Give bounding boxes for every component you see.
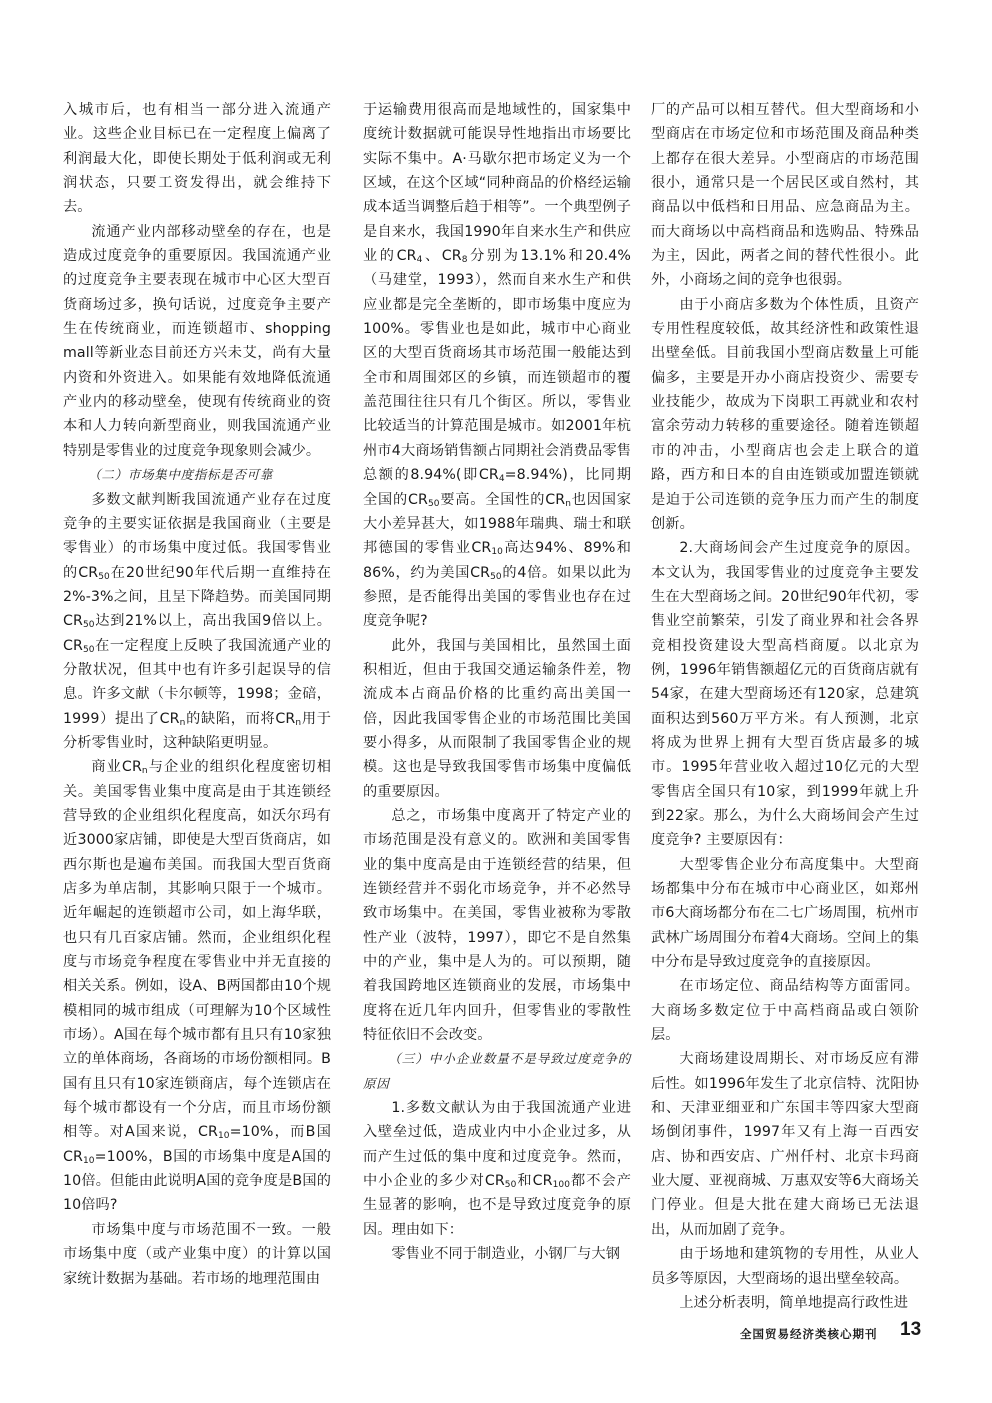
paragraph: 总之，市场集中度离开了特定产业的市场范围是没有意义的。欧洲和美国零售业的集中度高是由于连锁经营的结果，但连锁经营并不弱化市场竞争，并不必然导致市场集中。在美国，零售业被称为零散性产业（波特，1997），即它不是自然集中的产业，集中是人为的。可以预期，随着我国跨地区连锁商业的发展，市场集中度将在近几年内回升，但零售业的零散性特征依旧不会改变。 — [363, 807, 631, 1044]
text-column-2 — [363, 98, 631, 1267]
journal-footer: 全国贸易经济类核心期刊 — [740, 1327, 878, 1341]
paragraph: 在市场定位、商品结构等方面雷同。大商场多数定位于中高档商品或白领阶层。 — [651, 978, 919, 1044]
paragraph: 于运输费用很高而是地域性的，国家集中度统计数据就可能误导性地指出市场要比实际不集中。A·马歇尔把市场定义为一个区域，在这个区域“同种商品的价格经运输成本适当调整后趋于相等”。一个典型例子是自来水，我国1990年自来水生产和供应业的$CR_4$、$CR_8$分别为13.1%和20.4%（马建堂，1993），然而自来水生产和供应业都是完全垄断的，即市场集中度应为100%。零售业也是如此，城市中心商业区的大型百货商场其市场范围一般能达到全市和周围郊区的乡镇，而连锁超市的覆盖范围往往只有几个街区。所以，零售业比较适当的计算范围是城市。如2001年杭州市4大商场销售额占同期社会消费品零售总额的8.94%(即$CR_4=8.94\%$)，比同期全国的$CR_{50}$要高。全国性的$CR_n$也因国家大小差异甚大，如1988年瑞典、瑞士和联邦德国的零售业$CR_{10}$高达94%、89%和86%，约为美国$CR_{50}$的4倍。如果以此为参照，是否能得出美国的零售业也存在过度竞争呢? — [363, 102, 632, 630]
paragraph: 多数文献判断我国流通产业存在过度竞争的主要实证依据是我国商业（主要是零售业）的市场集中度过低。我国零售业的$CR_{50}$在20世纪90年代后期一直维持在2%-3%之间，且呈下降趋势。而美国同期$CR_{50}$达到21%以上，高出我国9倍以上。$CR_{50}$在一定程度上反映了我国流通产业的分散状况，但其中也有许多引起误导的信息。许多文献（卡尔顿等，1998；金碚，1999）提出了$CR_n$的缺陷，而将$CR_n$用于分析零售业时，这种缺陷更明显。 — [63, 491, 332, 751]
paragraph: 大型零售企业分布高度集中。大型商场都集中分布在城市中心商业区，如郑州市6大商场都分布在二七广场周围，杭州市武林广场周围分布着4大商场。空间上的集中分布是导致过度竞争的直接原因。 — [651, 856, 919, 971]
paragraph: 1.多数文献认为由于我国流通产业进入壁垒过低，造成业内中小企业过多，从而产生过低的集中度和过度竞争。然而，中小企业的多少对$CR_{50}$和$CR_{100}$都不会产生显著的影响，也不是导致过度竞争的原因。理由如下： — [363, 1100, 631, 1238]
paragraph: 入城市后，也有相当一部分进入流通产业。这些企业目标已在一定程度上偏离了利润最大化，即使长期处于低利润或无利润状态，只要工资发得出，就会维持下去。 — [63, 102, 331, 216]
paragraph: 由于场地和建筑物的专用性，从业人员多等原因，大型商场的退出壁垒较高。 — [651, 1246, 919, 1287]
paragraph: 厂的产品可以相互替代。但大型商场和小型商店在市场定位和市场范围及商品种类上都存在很大差异。小型商店的市场范围很小，通常只是一个居民区或自然村，其商品以中低档和日用品、应急商品为主。而大商场以中高档商品和选购品、特殊品为主，因此，两者之间的替代性很小。此外，小商场之间的竞争也很弱。 — [651, 102, 919, 289]
paragraph: 由于小商店多数为个体性质，且资产专用性程度较低，故其经济性和政策性退出壁垒低。目前我国小型商店数量上可能偏多，主要是开办小商店投资少、需要专业技能少，故成为下岗职工再就业和农村富余劳动力转移的重要途径。随着连锁超市的冲击，小型商店也会走上联合的道路，西方和日本的自由连锁或加盟连锁就是迫于公司连锁的竞争压力而产生的制度创新。 — [651, 296, 919, 532]
text-column-1 — [63, 98, 331, 1291]
text-column-3 — [651, 98, 919, 1315]
paragraph: 此外，我国与美国相比，虽然国土面积相近，但由于我国交通运输条件差，物流成本占商品价格的比重约高出美国一倍，因此我国零售企业的市场范围比美国要小得多，从而限制了我国零售企业的规模。这也是导致我国零售市场集中度偏低的重要原因。 — [363, 637, 631, 800]
paragraph: 商业$CR_n$与企业的组织化程度密切相关。美国零售业集中度高是由于其连锁经营导致的企业组织化程度高，如沃尔玛有近3000家店铺，即使是大型百货商店，如西尔斯也是遍布美国。而我国大型百货商店多为单店制，其影响只限于一个城市。近年崛起的连锁超市公司，如上海华联，也只有几百家店铺。然而，企业组织化程度与市场竞争程度在零售业中并无直接的相关关系。例如，设A、B两国都由10个规模相同的城市组成（可理解为10个区域性市场）。A国在每个城市都有且只有10家独立的单体商场，各商场的市场份额相同。B国有且只有10家连锁商店，每个连锁店在每个城市都设有一个分店，而且市场份额相等。对A国来说，$CR_{10}=10\%$，而B国$CR_{10}=100\%$，B国的市场集中度是A国的10倍。但能由此说明A国的竞争度是B国的10倍吗? — [63, 759, 331, 1214]
paragraph: 流通产业内部移动壁垒的存在，也是造成过度竞争的重要原因。我国流通产业的过度竞争主要表现在城市中心区大型百货商场过多，换句话说，过度竞争主要产生在传统商业，而连锁超市、shopping mall等新业态目前还方兴未艾，尚有大量内资和外资进入。如果能有效地降低流通产业内的移动壁垒，使现有传统商业的资本和人力转向新型商业，则我国流通产业特别是零售业的过度竞争现象则会减少。 — [63, 223, 331, 459]
paragraph: 市场集中度与市场范围不一致。一般市场集中度（或产业集中度）的计算以国家统计数据为基础。若市场的地理范围由 — [63, 1221, 331, 1287]
paragraph: 大商场建设周期长、对市场反应有滞后性。如1996年发生了北京信特、沈阳协和、天津亚细亚和广东国丰等四家大型商场倒闭事件，1997年又有上海一百西安店、协和西安店、广州仟村、北京卡玛商业大厦、亚视商城、万惠双安等6大商场关门停业。但是大批在建大商场已无法退出，从而加剧了竞争。 — [651, 1051, 919, 1238]
paragraph: 零售业不同于制造业，小钢厂与大钢 — [391, 1246, 620, 1263]
paragraph: 上述分析表明，简单地提高行政性进 — [679, 1294, 908, 1311]
section-heading: （三）中小企业数量不是导致过度竞争的原因 — [363, 1051, 631, 1091]
section-heading: （二）市场集中度指标是否可靠 — [88, 467, 273, 483]
paragraph: 2.大商场间会产生过度竞争的原因。本文认为，我国零售业的过度竞争主要发生在大型商场之间。20世纪90年代初，零售业空前繁荣，引发了商业界和社会各界竞相投资建设大型高档商厦。以北京为例，1996年销售额超亿元的百货商店就有54家，在建大型商场还有120家，总建筑面积达到560万平方米。有人预测，北京将成为世界上拥有大型百货店最多的城市。1995年营业收入超过10亿元的大型零售店全国只有10家，到1999年就上升到22家。那么，为什么大商场间会产生过度竞争? 主要原因有： — [651, 540, 919, 849]
page-number: 13 — [900, 1319, 922, 1340]
